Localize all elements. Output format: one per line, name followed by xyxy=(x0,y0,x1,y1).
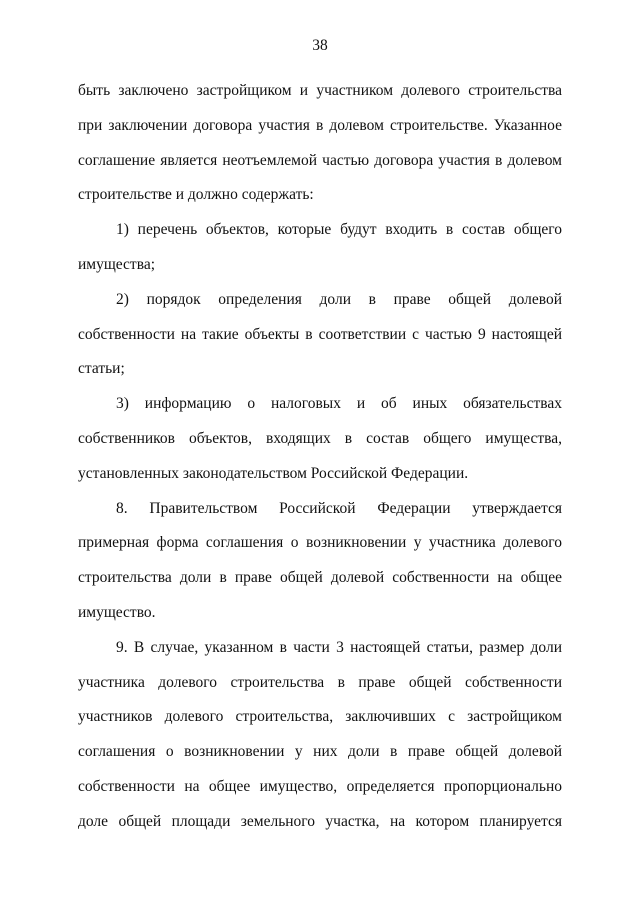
document-body xyxy=(78,74,562,840)
paragraph-part-9: 9. В случае, указанном в части 3 настоящей статьи, размер доли участника долевого строительства в праве общей собственности участников долевого строительства, заключивших с застройщиком соглашения о возникновении у них доли в праве общей долевой собственности на общее имущество, определяется пропорционально доле общей площади земельного участка, на котором планируется xyxy=(78,638,562,830)
paragraph-item-1: 1) перечень объектов, которые будут входить в состав общего имущества; xyxy=(78,221,562,273)
paragraph-continuation: быть заключено застройщиком и участником долевого строительства при заключении договора участия в долевом строительстве. Указанное соглашение является неотъемлемой частью договора участия в долевом строительстве и должно содержать: xyxy=(78,82,562,204)
paragraph-part-8: 8. Правительством Российской Федерации утверждается примерная форма соглашения о возникновении у участника долевого строительства доли в праве общей долевой собственности на общее имущество. xyxy=(78,499,562,621)
page-number: 38 xyxy=(312,37,328,54)
paragraph-item-2: 2) порядок определения доли в праве общей долевой собственности на такие объекты в соответствии с частью 9 настоящей статьи; xyxy=(78,290,562,378)
paragraph-item-3: 3) информацию о налоговых и об иных обязательствах собственников объектов, входящих в состав общего имущества, установленных законодательством Российской Федерации. xyxy=(78,395,562,482)
